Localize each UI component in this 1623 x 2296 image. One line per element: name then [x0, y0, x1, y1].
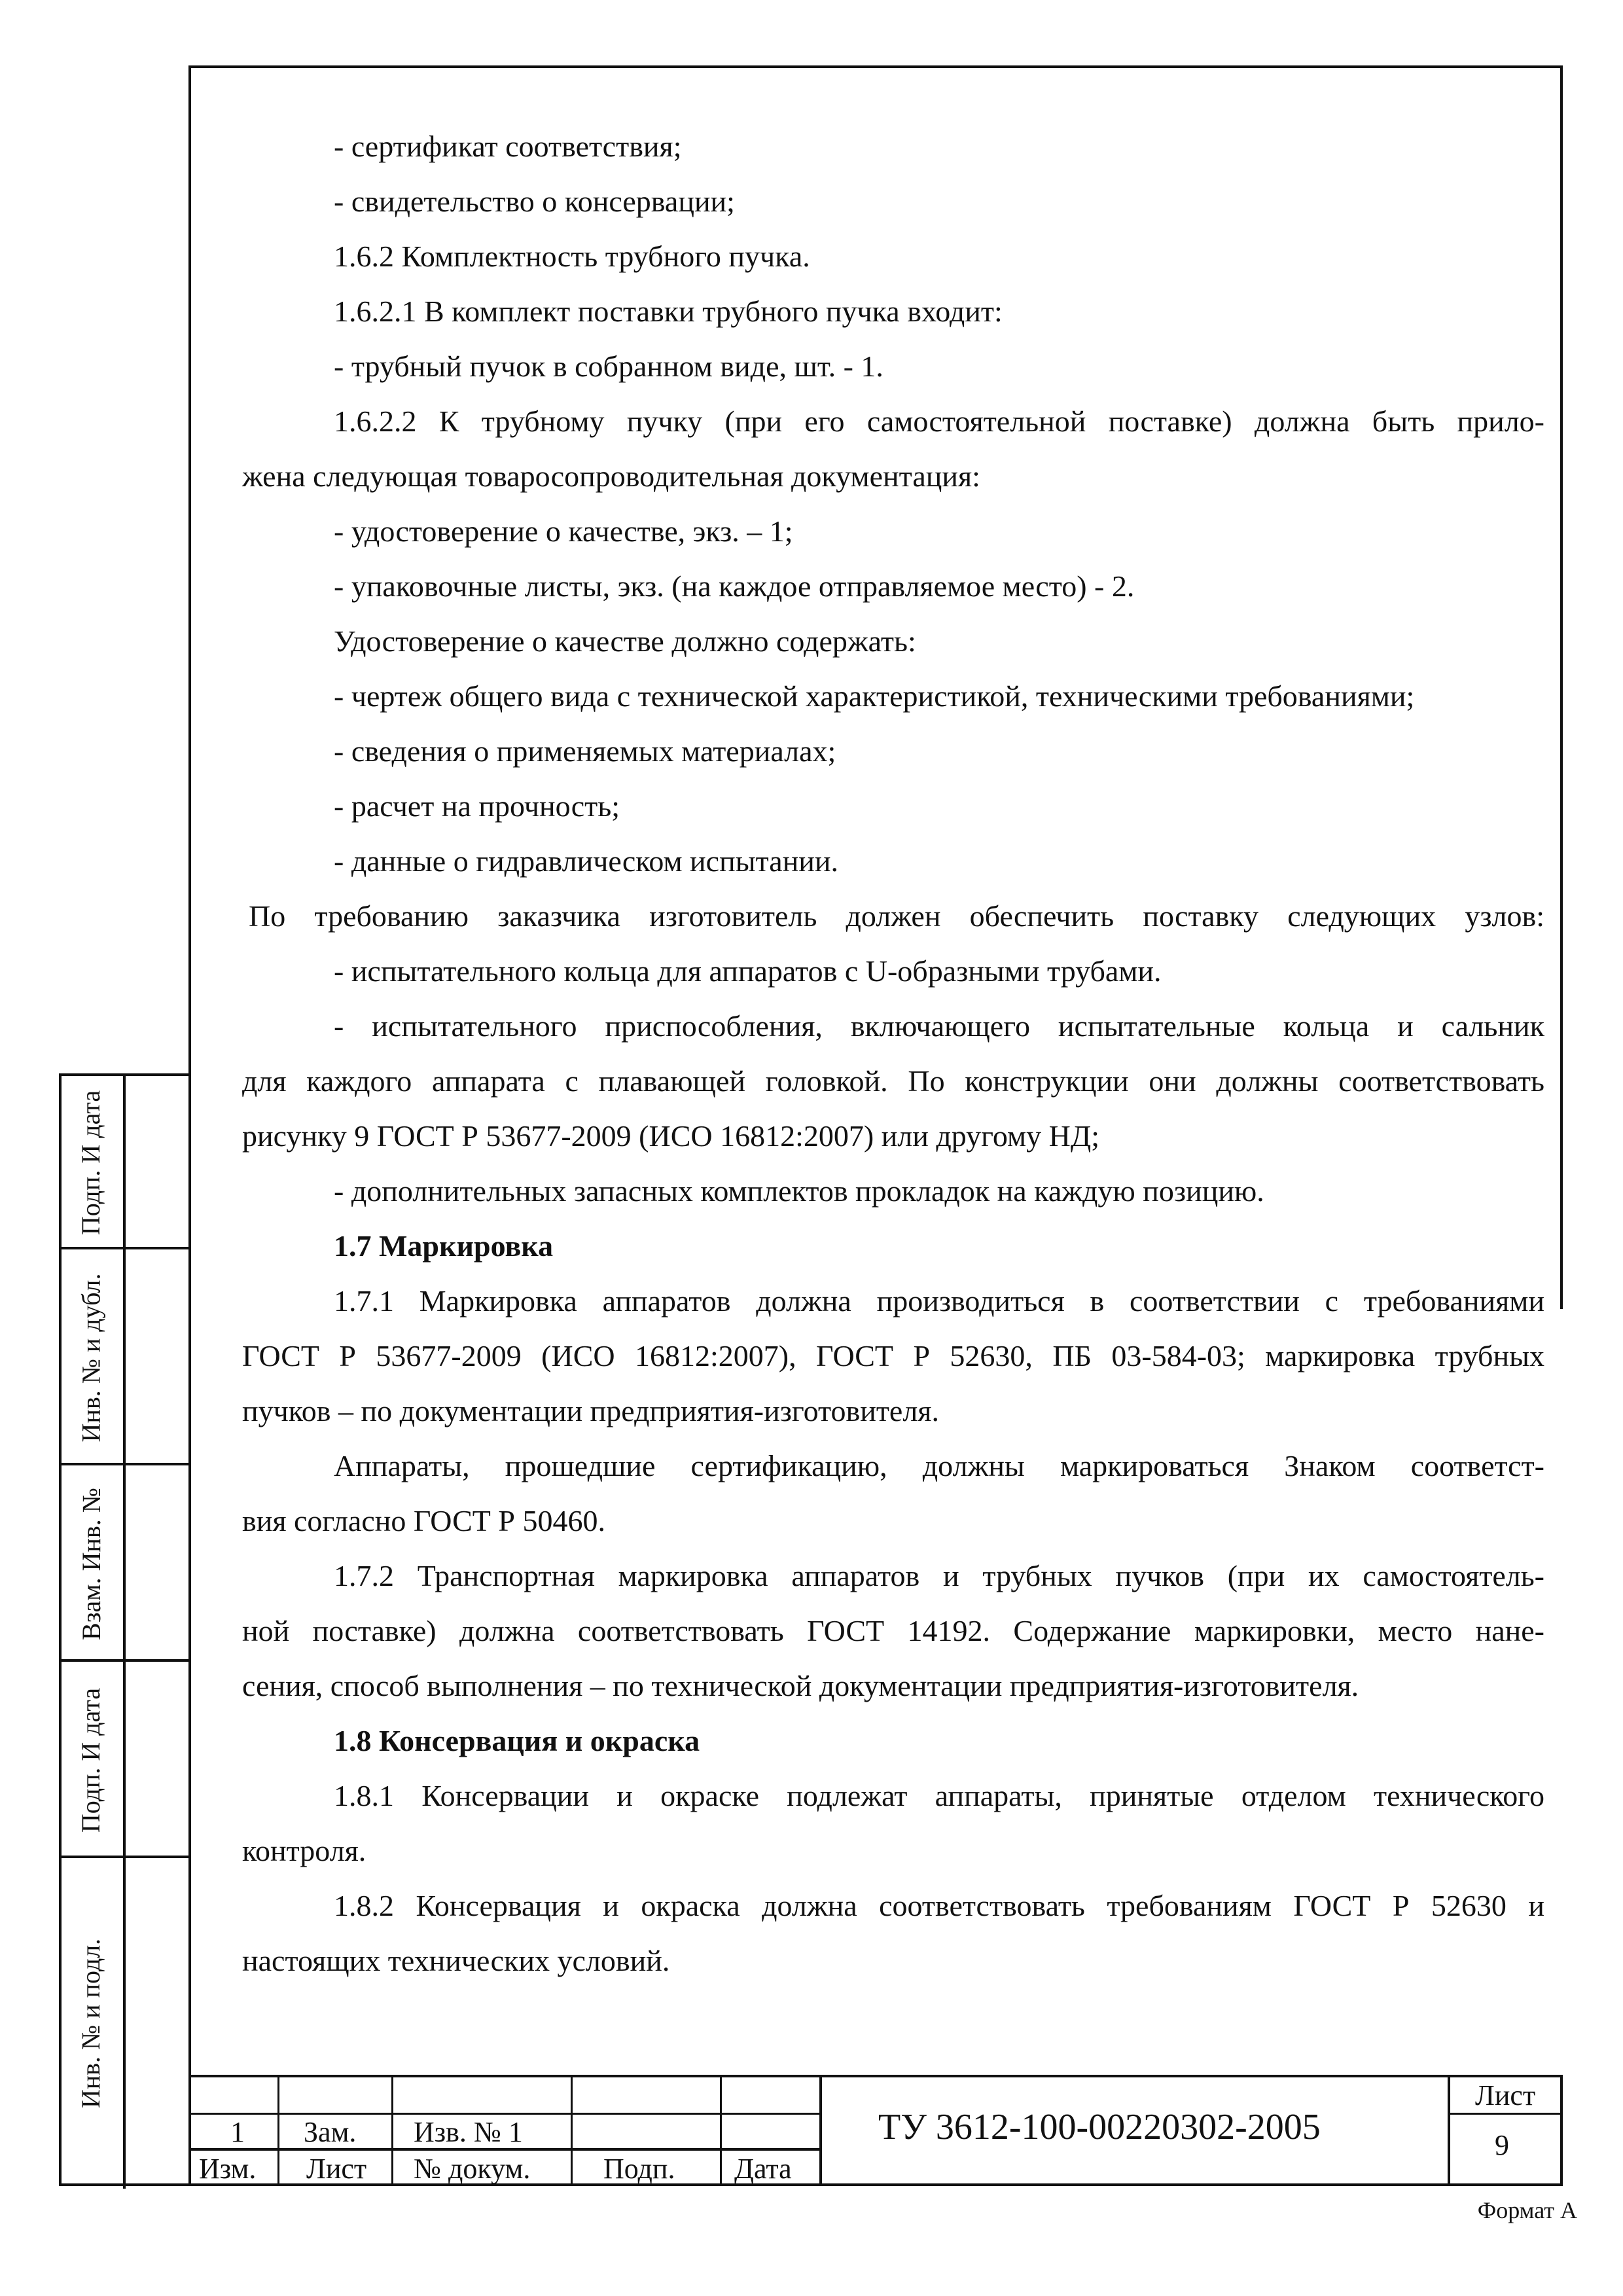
body-line: - сертификат соответствия;: [334, 130, 682, 163]
body-line: 1.8.2 Консервация и окраска должна соответствовать требованиям ГОСТ Р 52630 и: [334, 1889, 1544, 1922]
side-stamp-cell: [59, 1463, 188, 1662]
body-line: По требованию заказчика изготовитель должен обеспечить поставку следующих узлов:: [249, 899, 1544, 933]
frame-right-border: [1560, 65, 1563, 1309]
body-line: рисунку 9 ГОСТ Р 53677-2009 (ИСО 16812:2007) или другому НД;: [242, 1119, 1100, 1153]
section-heading: 1.8 Консервация и окраска: [334, 1724, 700, 1757]
header-data: Дата: [734, 2153, 792, 2185]
sheet-number: 9: [1495, 2129, 1509, 2161]
header-podp: Подп.: [603, 2153, 675, 2185]
body-line: сения, способ выполнения – по технической документации предприятия-изготовителя.: [242, 1669, 1359, 1702]
side-stamp-label: Инв. № и подл.: [76, 1938, 106, 2109]
side-stamp-label: Инв. № и дубл.: [76, 1273, 106, 1442]
body-line: 1.6.2.1 В комплект поставки трубного пучка входит:: [334, 295, 1003, 328]
side-stamp-label: Подп. И дата: [76, 1090, 106, 1236]
body-line: - данные о гидравлическом испытании.: [334, 844, 839, 878]
body-line: для каждого аппарата с плавающей головкой. По конструкции они должны соответствовать: [242, 1064, 1544, 1098]
side-stamp-cell: [59, 1856, 188, 2189]
body-line: - удостоверение о качестве, экз. – 1;: [334, 514, 793, 548]
body-line: жена следующая товаросопроводительная документация:: [242, 459, 980, 493]
body-line: вия согласно ГОСТ Р 50460.: [242, 1504, 605, 1537]
body-line: пучков – по документации предприятия-изготовителя.: [242, 1394, 939, 1427]
body-line: ГОСТ Р 53677-2009 (ИСО 16812:2007), ГОСТ Р 52630, ПБ 03-584-03; маркировка трубных: [242, 1339, 1544, 1372]
body-line: - чертеж общего вида с технической характеристикой, техническими требованиями;: [334, 679, 1415, 713]
format-label: Формат А: [1477, 2197, 1577, 2223]
title-block: [191, 2075, 1560, 2186]
frame-left-border: [188, 65, 191, 2186]
body-line: контроля.: [242, 1834, 366, 1867]
header-list: Лист: [306, 2153, 367, 2185]
document-code: ТУ 3612-100-00220302-2005: [878, 2107, 1321, 2147]
body-line: 1.7.2 Транспортная маркировка аппаратов и трубных пучков (при их самостоятель-: [334, 1559, 1544, 1592]
document-body: [242, 119, 1544, 1988]
body-line: Аппараты, прошедшие сертификацию, должны маркироваться Знаком соответст-: [334, 1449, 1544, 1482]
body-line: - испытательного приспособления, включающего испытательные кольца и сальник: [334, 1009, 1544, 1043]
body-line: - сведения о применяемых материалах;: [334, 734, 836, 768]
revision-sheet-type: Зам.: [304, 2116, 357, 2148]
body-line: - трубный пучок в собранном виде, шт. - 1.: [334, 350, 883, 383]
body-line: - расчет на прочность;: [334, 789, 620, 823]
section-heading: 1.7 Маркировка: [334, 1229, 554, 1263]
header-izm: Изм.: [199, 2153, 257, 2185]
body-line: ной поставке) должна соответствовать ГОСТ 14192. Содержание маркировки, место нане-: [242, 1614, 1544, 1647]
body-line: - дополнительных запасных комплектов прокладок на каждую позицию.: [334, 1174, 1264, 1208]
body-line: 1.8.1 Консервации и окраске подлежат аппараты, принятые отделом технического: [334, 1779, 1544, 1812]
body-line: Удостоверение о качестве должно содержать:: [334, 624, 916, 658]
revision-number: 1: [230, 2116, 245, 2148]
body-line: - свидетельство о консервации;: [334, 185, 735, 218]
sheet-label: Лист: [1475, 2079, 1536, 2111]
side-stamp-label: Взам. Инв. №: [76, 1487, 106, 1640]
side-stamp-cell: [59, 1073, 188, 1249]
body-line: - упаковочные листы, экз. (на каждое отправляемое место) - 2.: [334, 569, 1135, 603]
frame-right-border-lower: [1560, 2075, 1563, 2186]
side-stamp: [59, 1073, 188, 2186]
body-line: 1.6.2 Комплектность трубного пучка.: [334, 240, 810, 273]
revision-document: Изв. № 1: [414, 2116, 523, 2148]
body-line: - испытательного кольца для аппаратов с U-образными трубами.: [334, 954, 1162, 988]
body-line: 1.7.1 Маркировка аппаратов должна производиться в соответствии с требованиями: [334, 1284, 1544, 1318]
side-stamp-cell: [59, 1247, 188, 1465]
side-stamp-label: Подп. И дата: [76, 1687, 106, 1833]
body-line: 1.6.2.2 К трубному пучку (при его самостоятельной поставке) должна быть прило-: [334, 404, 1544, 438]
header-doc: № докум.: [414, 2153, 531, 2185]
side-stamp-cell: [59, 1659, 188, 1858]
body-line: настоящих технических условий.: [242, 1944, 670, 1977]
frame-top-border: [188, 65, 1563, 68]
